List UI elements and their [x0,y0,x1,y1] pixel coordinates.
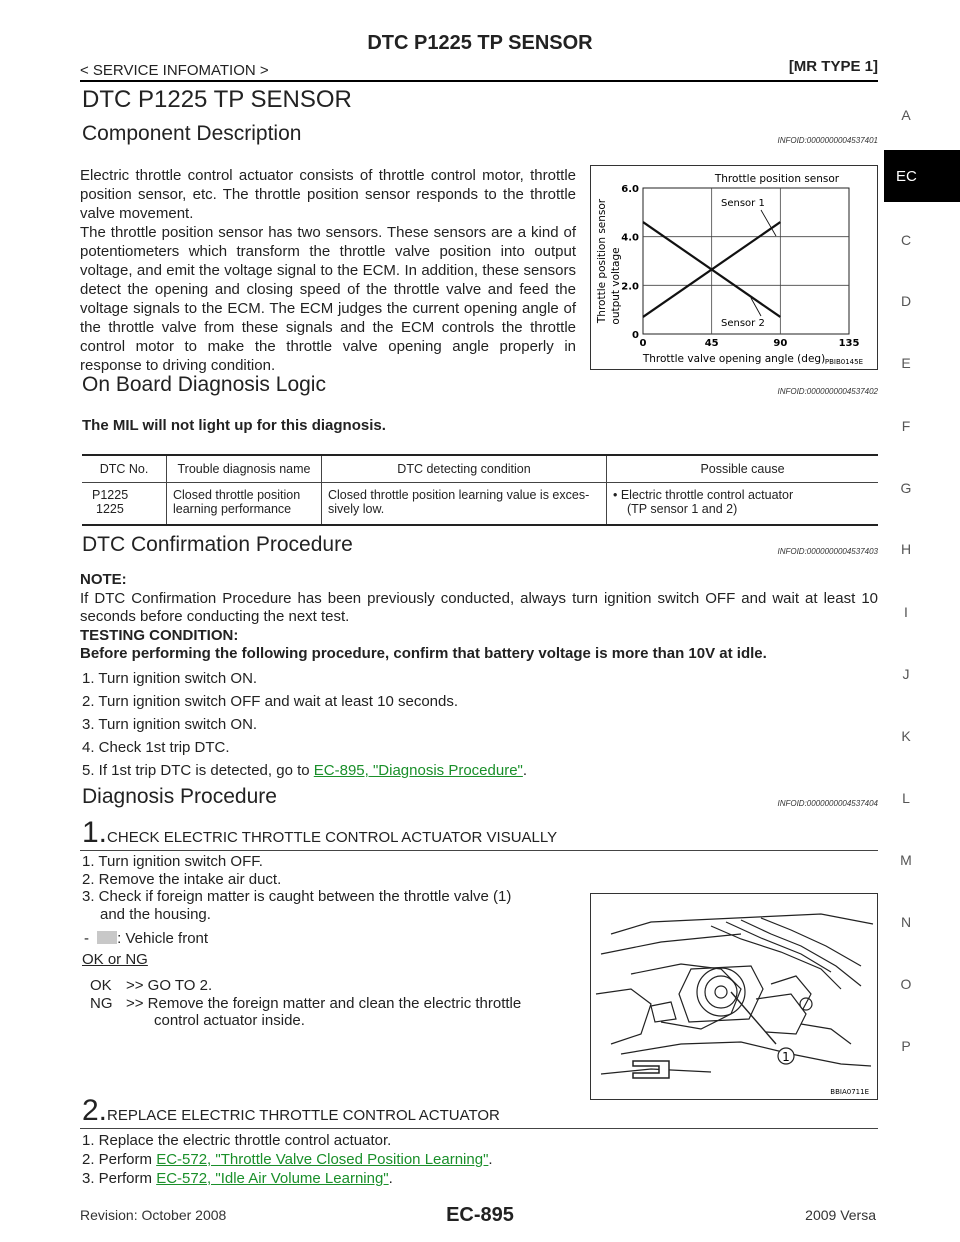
list-item: 3. Turn ignition switch ON. [82,716,258,733]
step1-number: 1. [82,816,108,849]
ng-label: NG [90,994,113,1012]
step2-item2-suffix: . [488,1151,493,1168]
list-item: 1. Replace the electric throttle control actuator. [82,1132,392,1149]
list-item [82,1150,493,1169]
ok-or-ng-label: OK or NG [82,951,148,968]
side-index-o[interactable]: O [900,976,912,992]
dtc-no-secondary: 1225 [96,502,124,516]
figure-code: BBIA0711E [830,1088,869,1096]
chart-x-tick-label: 90 [773,338,788,349]
dtc-table-header-cause: Possible cause [607,456,879,483]
dtc-table-header-name: Trouble diagnosis name [167,456,322,483]
diagnosis-name-line-1: Closed throttle position [173,488,301,502]
side-index-j[interactable]: J [902,666,910,682]
step2-item2-prefix: 2. Perform [82,1151,157,1168]
step2-header [82,1094,500,1128]
chart-series-label: Sensor 2 [721,318,765,329]
side-index-p[interactable]: P [901,1038,911,1054]
side-index-l[interactable]: L [902,790,910,806]
header-model: [MR TYPE 1] [788,58,878,75]
dtc-table-cell-name [167,483,322,525]
header-title: DTC P1225 TP SENSOR [367,32,593,54]
throttle-valve-learning-link[interactable]: EC-572, "Throttle Valve Closed Position Learning" [156,1151,489,1168]
footer-page-number: EC-895 [446,1204,514,1226]
step2-item3-suffix: . [388,1170,393,1187]
throttle-actuator-illustration [591,894,877,1099]
chart-y-tick-label: 4.0 [621,232,639,244]
chart-y-axis-label-line-1: Throttle position sensor [596,198,608,324]
side-index-i[interactable]: I [904,604,908,620]
diagnosis-infoid: INFOID:0000000004537404 [777,799,878,808]
side-index-ec-active[interactable]: EC [884,150,960,202]
step1-title: CHECK ELECTRIC THROTTLE CONTROL ACTUATOR VISUALLY [107,829,558,846]
side-index-m[interactable]: M [900,852,912,868]
testing-condition-text: Before performing the following procedure, confirm that battery voltage is more than 10V at idle. [80,645,767,662]
chart-x-axis-label: Throttle valve opening angle (deg) [642,353,826,365]
step2-title: REPLACE ELECTRIC THROTTLE CONTROL ACTUATOR [107,1107,500,1124]
component-description-infoid: INFOID:0000000004537401 [777,136,878,145]
diagnosis-name-line-2: learning performance [173,502,292,516]
diagnosis-procedure-link[interactable]: EC-895, "Diagnosis Procedure" [313,762,523,779]
ng-text-2: control actuator inside. [154,1012,305,1029]
list-item [82,1169,493,1188]
dtc-no-primary: P1225 [92,488,129,502]
engine-bay-figure [590,893,878,1100]
chart-title: Throttle position sensor [714,173,840,185]
vehicle-front-arrow-icon [97,931,117,944]
header-section: < SERVICE INFOMATION > [80,62,269,79]
list-item: 2. Remove the intake air duct. [82,870,282,888]
step5-prefix: 5. If 1st trip DTC is detected, go to [82,762,314,779]
cause-line-2: (TP sensor 1 and 2) [627,502,738,516]
dtc-table-header-condition: DTC detecting condition [322,456,607,483]
page-title: DTC P1225 TP SENSOR [82,86,352,113]
side-index-e[interactable]: E [901,355,911,371]
chart-x-tick-label: 0 [639,338,647,349]
step2-items [82,1131,493,1188]
testing-condition-label: TESTING CONDITION: [80,626,239,644]
side-index-f[interactable]: F [901,418,911,434]
figure-callout-1: 1 [782,1050,790,1064]
throttle-sensor-chart-frame [590,165,878,370]
side-index-h[interactable]: H [900,541,912,557]
side-index-k[interactable]: K [901,728,911,744]
confirmation-heading: DTC Confirmation Procedure [82,533,353,556]
list-item: 1. Turn ignition switch OFF. [82,853,263,870]
confirmation-infoid: INFOID:0000000004537403 [777,547,878,556]
component-description-paragraph-1: Electric throttle control actuator consists of throttle control motor, throttle position sensor, etc. The throttle position sensor responds to the throttle valve movement. [80,167,576,222]
side-index-g[interactable]: G [900,480,912,496]
ok-ng-results [90,977,521,1030]
step2-rule [80,1128,878,1129]
mil-note: The MIL will not light up for this diagnosis. [82,417,386,434]
diagnosis-heading: Diagnosis Procedure [82,785,277,808]
side-index-d[interactable]: D [900,293,912,309]
ok-label: OK [90,977,112,994]
chart-y-tick-label: 0 [632,330,639,341]
dtc-table-header-dtc-no: DTC No. [82,456,167,483]
chart-y-tick-label: 2.0 [621,281,639,293]
chart-series-label: Sensor 1 [721,198,765,209]
step1-header [82,816,557,850]
confirmation-steps [82,667,527,782]
chart-y-tick-label: 6.0 [621,184,639,195]
ng-result [90,995,521,1013]
footer-model-year: 2009 Versa [805,1207,876,1223]
note-text: If DTC Confirmation Procedure has been previously conducted, always turn ignition switch OFF and wait at least 10 seconds before conducting the next test. [80,589,878,625]
legend-dash: - [84,930,89,947]
footer-revision: Revision: October 2008 [80,1207,227,1223]
side-index-a[interactable]: A [901,107,911,123]
chart-y-axis-label-line-2: output voltage [610,247,622,325]
vehicle-front-legend [84,929,208,949]
note-label: NOTE: [80,571,127,588]
idle-air-volume-learning-link[interactable]: EC-572, "Idle Air Volume Learning" [156,1170,389,1187]
obd-logic-infoid: INFOID:0000000004537402 [777,387,878,396]
list-item: 1. Turn ignition switch ON. [82,670,258,687]
ok-text: >> GO TO 2. [126,977,213,994]
step2-number: 2. [82,1094,108,1127]
condition-line-1: Closed throttle position learning value is exces- [328,488,590,502]
chart-series-leader [761,210,776,236]
list-item: 4. Check 1st trip DTC. [82,739,230,756]
ng-text-1: >> Remove the foreign matter and clean the electric throttle [126,994,522,1012]
list-item: and the housing. [100,905,211,923]
side-index-n[interactable]: N [900,914,912,930]
chart-plot-frame [643,188,849,334]
list-item: 3. Check if foreign matter is caught between the throttle valve (1) [82,888,512,905]
throttle-sensor-chart [591,166,877,369]
legend-text: : Vehicle front [117,930,209,947]
table-row [82,483,878,525]
confirmation-notes [80,571,878,664]
list-item: 2. Turn ignition switch OFF and wait at least 10 seconds. [82,693,459,710]
chart-x-tick-label: 135 [838,338,860,349]
dtc-table [82,456,878,524]
dtc-table-cell-condition [322,483,607,525]
condition-line-2: sively low. [328,502,385,516]
cause-line-1: • Electric throttle control actuator [613,488,794,502]
side-index-c[interactable]: C [900,232,912,248]
step2-item3-prefix: 3. Perform [82,1170,157,1187]
step1-items [82,853,578,923]
chart-figure-code: PBIB0145E [824,358,863,366]
component-description-paragraph-2: The throttle position sensor has two sensors. These sensors are a kind of potentiometers which transform the throttle valve position into output voltage, and emit the voltage signal to the ECM. In addition, these sensors detect the opening and closing speed of the throttle valve and feed the voltage signals to the ECM. The ECM judges the current opening angle of the throttle valve from these signals and the ECM controls the throttle control motor to make the throttle valve opening angle properly in response to driving condition. [80,224,576,374]
dtc-table-header-row [82,456,878,483]
obd-logic-heading: On Board Diagnosis Logic [82,373,326,396]
list-item [82,759,527,782]
header-rule [80,80,878,82]
component-description-body [80,166,576,375]
ok-result [90,977,521,995]
component-description-heading: Component Description [82,122,302,145]
dtc-table-wrapper [82,454,878,526]
step1-rule [80,850,878,851]
step5-suffix: . [522,762,528,779]
dtc-table-cell-cause [607,483,879,525]
chart-x-tick-label: 45 [704,338,719,349]
dtc-table-cell-dtc-no [82,483,167,525]
